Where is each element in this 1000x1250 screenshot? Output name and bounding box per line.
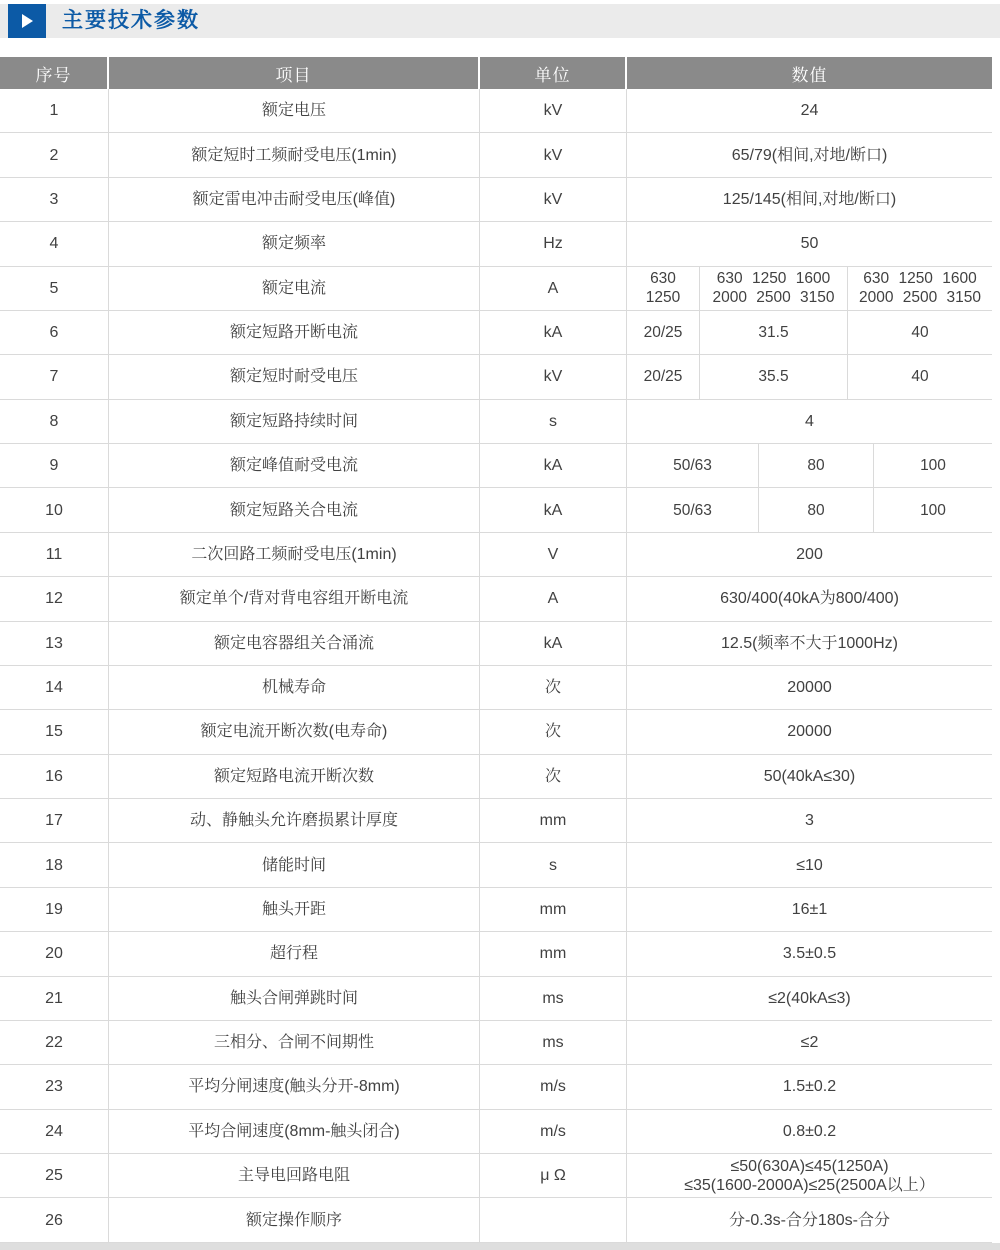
row-value-subcell: 50/63 — [627, 444, 759, 487]
row-item-cell: 额定操作顺序 — [109, 1198, 480, 1241]
row-value-cell: 20000 — [787, 679, 832, 697]
row-unit-cell: mm — [480, 799, 627, 842]
row-value-subcell: 100 — [920, 457, 946, 475]
row-value-cell — [627, 1154, 992, 1197]
table-row — [0, 577, 992, 621]
cell-line: 630 1250 1600 — [716, 270, 831, 288]
row-unit-cell: kA — [480, 311, 627, 354]
row-value-cell: 630/400(40kA为800/400) — [720, 590, 899, 608]
cell-line: 2000 2500 3150 — [712, 289, 835, 307]
row-unit-cell: 次 — [480, 710, 627, 753]
row-item-cell: 额定短路电流开断次数 — [109, 755, 480, 798]
column-header-value: 数值 — [627, 57, 992, 89]
row-item-cell: 额定短时耐受电压 — [109, 355, 480, 398]
table-row — [0, 133, 992, 177]
row-item-cell: 额定短路关合电流 — [109, 488, 480, 531]
row-item-cell: 额定雷电冲击耐受电压(峰值) — [109, 178, 480, 221]
row-item-cell: 额定电流开断次数(电寿命) — [109, 710, 480, 753]
row-unit-cell: 次 — [480, 666, 627, 709]
row-value-subcell: 80 — [759, 444, 874, 487]
table-row — [0, 710, 992, 754]
table-row — [0, 1021, 992, 1065]
row-item-cell: 机械寿命 — [109, 666, 480, 709]
row-unit-cell: A — [480, 267, 627, 310]
row-no-cell: 12 — [0, 577, 109, 620]
row-value-cell — [627, 355, 992, 398]
row-unit-cell: s — [480, 843, 627, 886]
play-triangle-icon — [22, 14, 33, 28]
row-no-cell: 20 — [0, 932, 109, 975]
row-value-subcell: 80 — [759, 488, 874, 531]
row-unit-cell: mm — [480, 932, 627, 975]
row-no-cell: 4 — [0, 222, 109, 265]
row-value-cell: 3.5±0.5 — [782, 945, 837, 963]
row-value-subcell: 31.5 — [700, 311, 848, 354]
row-item-cell: 额定电流 — [109, 267, 480, 310]
cell-line: 630 — [650, 270, 676, 288]
row-value-cell: 50(40kA≤30) — [763, 767, 856, 785]
row-unit-cell: kV — [480, 178, 627, 221]
table-row — [0, 311, 992, 355]
table-row — [0, 1198, 992, 1242]
row-value-subcell — [700, 267, 848, 310]
row-item-cell: 额定峰值耐受电流 — [109, 444, 480, 487]
cell-line: 1250 — [645, 289, 681, 307]
row-no-cell: 24 — [0, 1110, 109, 1153]
row-no-cell: 21 — [0, 977, 109, 1020]
row-value-subcell: 50/63 — [627, 488, 759, 531]
row-value-subcell: 40 — [911, 368, 929, 386]
row-value-cell — [627, 488, 992, 531]
table-row — [0, 488, 992, 532]
row-no-cell: 19 — [0, 888, 109, 931]
cell-line: 630 1250 1600 — [863, 270, 977, 288]
row-unit-cell: kV — [480, 355, 627, 398]
cell-line: ≤50(630A)≤45(1250A) — [730, 1157, 889, 1175]
row-value-cell: 20000 — [787, 723, 832, 741]
row-item-cell: 触头合闸弹跳时间 — [109, 977, 480, 1020]
table-row — [0, 1154, 992, 1198]
table-row — [0, 843, 992, 887]
page-title: 主要技术参数 — [62, 9, 200, 32]
row-unit-cell: kV — [480, 133, 627, 176]
row-value-subcell — [627, 267, 700, 310]
column-header-item: 项目 — [109, 57, 480, 89]
table-row — [0, 444, 992, 488]
row-item-cell: 额定频率 — [109, 222, 480, 265]
table-row — [0, 977, 992, 1021]
row-value-cell: 200 — [796, 545, 823, 563]
title-accent-chip — [8, 4, 46, 38]
row-value-subcell: 20/25 — [627, 355, 700, 398]
row-value-subcell — [848, 267, 992, 310]
row-no-cell: 10 — [0, 488, 109, 531]
row-unit-cell: Hz — [480, 222, 627, 265]
row-no-cell: 23 — [0, 1065, 109, 1108]
row-value-cell — [627, 267, 992, 310]
row-unit-cell — [480, 1198, 627, 1241]
row-unit-cell: kA — [480, 444, 627, 487]
row-item-cell: 额定电容器组关合涌流 — [109, 622, 480, 665]
row-value-cell: ≤2(40kA≤3) — [768, 989, 851, 1007]
row-no-cell: 2 — [0, 133, 109, 176]
table-row — [0, 1065, 992, 1109]
table-row — [0, 1110, 992, 1154]
table-row — [0, 622, 992, 666]
row-item-cell: 额定短路持续时间 — [109, 400, 480, 443]
row-unit-cell: ms — [480, 1021, 627, 1064]
row-item-cell: 额定电压 — [109, 89, 480, 132]
row-unit-cell: A — [480, 577, 627, 620]
table-row — [0, 267, 992, 311]
row-value-cell: 3 — [805, 812, 814, 830]
row-no-cell: 3 — [0, 178, 109, 221]
row-unit-cell: m/s — [480, 1110, 627, 1153]
row-value-cell: 16±1 — [791, 900, 828, 918]
row-value-cell: 12.5(频率不大于1000Hz) — [721, 634, 898, 652]
table-row — [0, 799, 992, 843]
row-unit-cell: kA — [480, 488, 627, 531]
row-item-cell: 平均分闸速度(触头分开-8mm) — [109, 1065, 480, 1108]
bottom-strip — [0, 1243, 1000, 1250]
table-row — [0, 222, 992, 266]
row-unit-cell: mm — [480, 888, 627, 931]
row-no-cell: 26 — [0, 1198, 109, 1241]
table-row — [0, 178, 992, 222]
row-value-cell: 50 — [800, 235, 819, 253]
row-no-cell: 22 — [0, 1021, 109, 1064]
row-no-cell: 5 — [0, 267, 109, 310]
row-no-cell: 14 — [0, 666, 109, 709]
table-row — [0, 666, 992, 710]
row-unit-cell: m/s — [480, 1065, 627, 1108]
cell-line: ≤35(1600-2000A)≤25(2500A以上） — [684, 1176, 935, 1194]
row-unit-cell: 次 — [480, 755, 627, 798]
row-no-cell: 13 — [0, 622, 109, 665]
row-no-cell: 6 — [0, 311, 109, 354]
row-no-cell: 25 — [0, 1154, 109, 1197]
row-no-cell: 1 — [0, 89, 109, 132]
row-value-cell: 1.5±0.2 — [782, 1078, 837, 1096]
row-unit-cell: μ Ω — [480, 1154, 627, 1197]
row-value-subcell: 35.5 — [700, 355, 848, 398]
table-row — [0, 355, 992, 399]
row-unit-cell: ms — [480, 977, 627, 1020]
row-value-cell: 分-0.3s-合分180s-合分 — [729, 1211, 890, 1229]
row-no-cell: 16 — [0, 755, 109, 798]
row-value-cell: 4 — [805, 412, 814, 430]
table-row — [0, 755, 992, 799]
row-value-cell: 65/79(相间,对地/断口) — [731, 146, 888, 164]
spec-table — [0, 57, 992, 1243]
row-item-cell: 主导电回路电阻 — [109, 1154, 480, 1197]
column-header-no: 序号 — [0, 57, 109, 89]
row-item-cell: 二次回路工频耐受电压(1min) — [109, 533, 480, 576]
title-bar — [0, 4, 1000, 38]
row-item-cell: 动、静触头允许磨损累计厚度 — [109, 799, 480, 842]
row-no-cell: 7 — [0, 355, 109, 398]
row-no-cell: 11 — [0, 533, 109, 576]
row-no-cell: 15 — [0, 710, 109, 753]
row-value-cell — [627, 311, 992, 354]
table-body — [0, 89, 992, 1243]
row-unit-cell: V — [480, 533, 627, 576]
row-value-subcell: 100 — [920, 501, 946, 519]
table-row — [0, 533, 992, 577]
row-no-cell: 17 — [0, 799, 109, 842]
table-row — [0, 89, 992, 133]
row-value-cell: 125/145(相间,对地/断口) — [722, 190, 897, 208]
row-item-cell: 平均合闸速度(8mm-触头闭合) — [109, 1110, 480, 1153]
cell-line: 2000 2500 3150 — [858, 289, 982, 307]
row-no-cell: 18 — [0, 843, 109, 886]
row-unit-cell: kA — [480, 622, 627, 665]
row-value-cell: 0.8±0.2 — [782, 1122, 837, 1140]
row-item-cell: 额定短路开断电流 — [109, 311, 480, 354]
table-row — [0, 400, 992, 444]
row-value-cell: ≤2 — [800, 1034, 819, 1052]
row-value-cell — [627, 444, 992, 487]
row-item-cell: 超行程 — [109, 932, 480, 975]
row-item-cell: 额定短时工频耐受电压(1min) — [109, 133, 480, 176]
column-header-unit: 单位 — [480, 57, 627, 89]
row-value-cell: 24 — [800, 102, 819, 120]
row-no-cell: 8 — [0, 400, 109, 443]
row-item-cell: 三相分、合闸不间期性 — [109, 1021, 480, 1064]
table-row — [0, 932, 992, 976]
row-item-cell: 储能时间 — [109, 843, 480, 886]
table-row — [0, 888, 992, 932]
row-value-subcell: 40 — [911, 324, 929, 342]
table-header-row — [0, 57, 992, 89]
row-unit-cell: kV — [480, 89, 627, 132]
row-no-cell: 9 — [0, 444, 109, 487]
row-item-cell: 额定单个/背对背电容组开断电流 — [109, 577, 480, 620]
row-value-cell: ≤10 — [796, 856, 823, 874]
row-value-subcell: 20/25 — [627, 311, 700, 354]
row-item-cell: 触头开距 — [109, 888, 480, 931]
row-unit-cell: s — [480, 400, 627, 443]
